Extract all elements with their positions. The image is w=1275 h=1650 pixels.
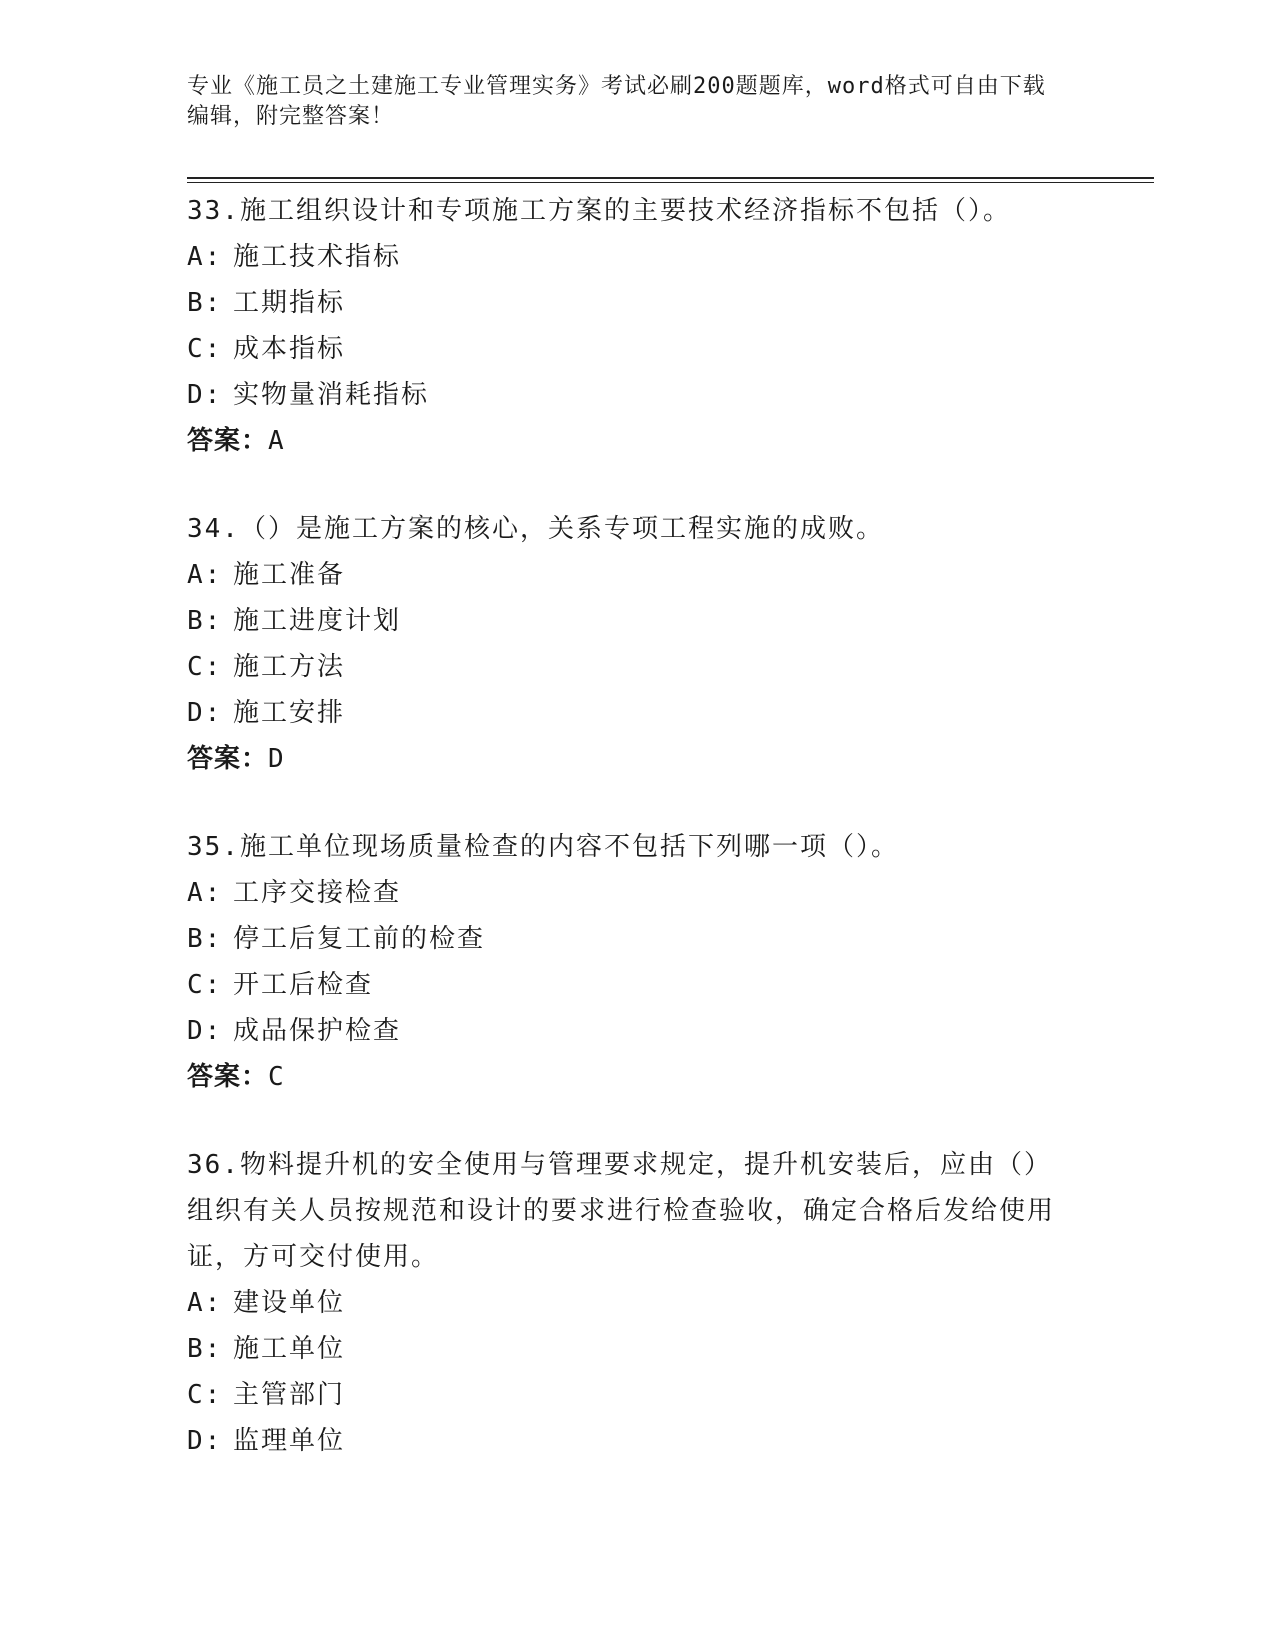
option-text: 施工方法	[233, 652, 346, 682]
option-letter: A:	[187, 242, 223, 272]
option-letter: C:	[187, 652, 223, 682]
question-stem: 36.物料提升机的安全使用与管理要求规定，提升机安装后，应由（）组织有关人员按规范和设计的要求进行检查验收，确定合格后发给使用证，方可交付使用。	[187, 1150, 1056, 1272]
answer-label: 答案：	[187, 426, 269, 456]
option-letter: D:	[187, 1016, 223, 1046]
option-a	[187, 870, 1067, 916]
option-c	[187, 962, 1067, 1008]
option-text: 施工单位	[233, 1334, 346, 1364]
question-list	[187, 188, 1067, 1506]
option-text: 建设单位	[233, 1288, 346, 1318]
answer-value: C	[268, 1062, 285, 1092]
option-letter: C:	[187, 334, 223, 364]
option-text: 工序交接检查	[233, 878, 402, 908]
option-letter: B:	[187, 1334, 223, 1364]
option-c	[187, 326, 1067, 372]
answer-value: A	[268, 426, 285, 456]
option-a	[187, 552, 1067, 598]
question-stem: 35.施工单位现场质量检查的内容不包括下列哪一项（）。	[187, 832, 899, 862]
option-d	[187, 1418, 1067, 1464]
option-letter: A:	[187, 1288, 223, 1318]
option-text: 施工技术指标	[233, 242, 402, 272]
answer-line	[187, 1054, 1067, 1100]
option-c	[187, 1372, 1067, 1418]
option-b	[187, 598, 1067, 644]
option-list	[187, 552, 1067, 736]
option-b	[187, 916, 1067, 962]
question-stem: 33.施工组织设计和专项施工方案的主要技术经济指标不包括（）。	[187, 196, 1011, 226]
option-text: 施工进度计划	[233, 606, 402, 636]
document-intro: 专业《施工员之土建施工专业管理实务》考试必刷200题题库，word格式可自由下载编辑，附完整答案！	[187, 74, 1046, 129]
answer-line	[187, 736, 1067, 782]
option-c	[187, 644, 1067, 690]
option-letter: D:	[187, 1426, 223, 1456]
answer-label: 答案：	[187, 1062, 269, 1092]
question-34	[187, 506, 1067, 782]
answer-label: 答案：	[187, 744, 269, 774]
option-a	[187, 234, 1067, 280]
option-text: 主管部门	[233, 1380, 346, 1410]
question-33	[187, 188, 1067, 464]
option-letter: B:	[187, 288, 223, 318]
answer-value: D	[268, 744, 285, 774]
option-d	[187, 1008, 1067, 1054]
option-text: 成本指标	[233, 334, 346, 364]
option-letter: C:	[187, 970, 223, 1000]
option-text: 施工安排	[233, 698, 346, 728]
option-b	[187, 280, 1067, 326]
option-letter: A:	[187, 878, 223, 908]
option-list	[187, 234, 1067, 418]
question-stem: 34.（）是施工方案的核心，关系专项工程实施的成败。	[187, 514, 884, 544]
option-list	[187, 1280, 1067, 1464]
option-d	[187, 372, 1067, 418]
option-text: 监理单位	[233, 1426, 346, 1456]
option-letter: C:	[187, 1380, 223, 1410]
option-d	[187, 690, 1067, 736]
option-text: 成品保护检查	[233, 1016, 402, 1046]
option-letter: D:	[187, 380, 223, 410]
option-letter: B:	[187, 924, 223, 954]
question-36	[187, 1142, 1067, 1464]
option-text: 实物量消耗指标	[233, 380, 430, 410]
option-list	[187, 870, 1067, 1054]
option-a	[187, 1280, 1067, 1326]
option-letter: A:	[187, 560, 223, 590]
option-text: 开工后检查	[233, 970, 374, 1000]
answer-line	[187, 418, 1067, 464]
option-text: 工期指标	[233, 288, 346, 318]
option-letter: B:	[187, 606, 223, 636]
option-letter: D:	[187, 698, 223, 728]
option-text: 停工后复工前的检查	[233, 924, 486, 954]
question-35	[187, 824, 1067, 1100]
option-b	[187, 1326, 1067, 1372]
header-rule-thick	[187, 177, 1154, 179]
header-rule-thin	[187, 182, 1154, 183]
option-text: 施工准备	[233, 560, 346, 590]
